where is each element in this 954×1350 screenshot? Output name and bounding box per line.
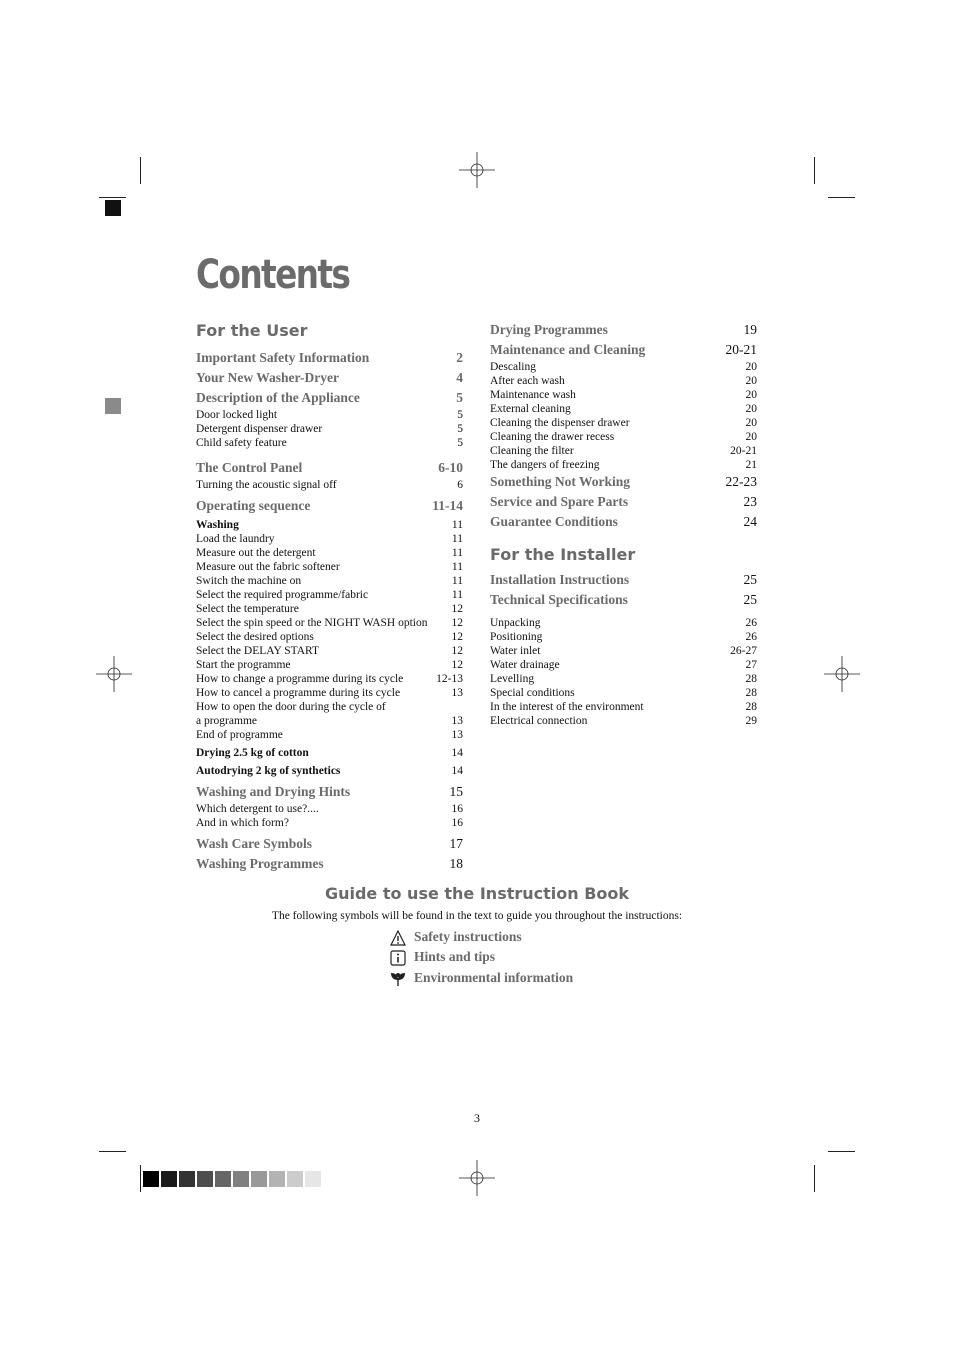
color-bar-swatch [269,1171,285,1187]
user-contents-column [196,320,463,874]
toc-subentry[interactable]: Load the laundry 11 [196,533,463,545]
toc-entry[interactable]: Technical Specifications 25 [490,592,757,607]
toc-subentry[interactable]: Start the programme 12 [196,659,463,671]
toc-subentry[interactable]: Cleaning the filter 20-21 [490,445,757,457]
toc-subentry[interactable]: Unpacking 26 [490,617,757,629]
toc-entry[interactable]: Operating sequence 11-14 [196,498,463,513]
toc-entry[interactable]: Guarantee Conditions 24 [490,514,757,529]
toc-entry[interactable]: Something Not Working 22-23 [490,474,757,489]
toc-subentry[interactable]: Measure out the detergent 11 [196,547,463,559]
color-bar-swatch [233,1171,249,1187]
color-bar-swatch [215,1171,231,1187]
toc-subentry[interactable]: Positioning 26 [490,631,757,643]
registration-mark-icon [96,656,132,692]
section-heading-installer: For the Installer [490,545,636,564]
toc-subentry[interactable]: How to open the door during the cycle of [196,701,386,713]
toc-entry[interactable]: Maintenance and Cleaning 20-21 [490,342,757,357]
toc-entry[interactable]: Drying Programmes 19 [490,322,757,337]
toc-subentry[interactable]: Water drainage 27 [490,659,757,671]
toc-subentry[interactable]: Which detergent to use?.... 16 [196,803,463,815]
toc-subentry[interactable]: End of programme 13 [196,729,463,741]
toc-subentry[interactable]: Descaling 20 [490,361,757,373]
crop-mark [814,157,815,184]
environment-leaf-icon [390,971,406,987]
registration-mark-icon [459,152,495,188]
color-bar-swatch [179,1171,195,1187]
toc-entry[interactable]: Installation Instructions 25 [490,572,757,587]
toc-entry[interactable]: Your New Washer-Dryer 4 [196,370,463,385]
symbol-legend-safety: Safety instructions [390,928,522,946]
toc-subentry[interactable]: Electrical connection 29 [490,715,757,727]
toc-subentry[interactable]: Measure out the fabric softener 11 [196,561,463,573]
crop-mark [140,157,141,184]
toc-subentry[interactable]: Turning the acoustic signal off 6 [196,479,463,491]
toc-subentry[interactable]: How to change a programme during its cycle 12-13 [196,673,463,685]
toc-subentry[interactable]: Select the spin speed or the NIGHT WASH option 12 [196,617,463,629]
color-bar-swatch [305,1171,321,1187]
toc-entry[interactable]: Washing Programmes 18 [196,856,463,871]
toc-subentry[interactable]: Maintenance wash 20 [490,389,757,401]
crop-mark [828,197,855,198]
toc-entry[interactable]: Important Safety Information 2 [196,350,463,365]
toc-entry[interactable]: The Control Panel 6-10 [196,460,463,475]
color-bar-swatch [287,1171,303,1187]
toc-entry[interactable]: Description of the Appliance 5 [196,390,463,405]
toc-subentry[interactable]: Washing 11 [196,519,463,531]
symbol-legend-hints: Hints and tips [390,948,495,966]
toc-subentry[interactable]: Water inlet 26-27 [490,645,757,657]
right-contents-column [490,320,757,728]
toc-entry[interactable]: Service and Spare Parts 23 [490,494,757,509]
registration-mark-icon [824,656,860,692]
color-bar-swatch [143,1171,159,1187]
color-bar-swatch [161,1171,177,1187]
toc-subentry[interactable]: Autodrying 2 kg of synthetics 14 [196,765,463,777]
toc-subentry[interactable]: External cleaning 20 [490,403,757,415]
toc-subentry[interactable]: Special conditions 28 [490,687,757,699]
toc-subentry[interactable]: After each wash 20 [490,375,757,387]
toc-subentry[interactable]: In the interest of the environment 28 [490,701,757,713]
toc-entry[interactable]: Wash Care Symbols 17 [196,836,463,851]
crop-mark [99,1151,126,1152]
section-heading-user: For the User [196,321,308,340]
crop-mark [140,1165,141,1192]
guide-intro: The following symbols will be found in the text to guide you throughout the instructions: [271,910,683,922]
toc-subentry[interactable]: Detergent dispenser drawer 5 [196,423,463,435]
color-bar-swatch [197,1171,213,1187]
toc-subentry[interactable]: And in which form? 16 [196,817,463,829]
toc-subentry[interactable]: Select the DELAY START 12 [196,645,463,657]
black-marker-square [105,200,121,216]
toc-subentry[interactable]: The dangers of freezing 21 [490,459,757,471]
crop-mark [814,1165,815,1192]
toc-entry[interactable]: Washing and Drying Hints 15 [196,784,463,799]
toc-subentry[interactable]: Select the temperature 12 [196,603,463,615]
color-bar-swatch [251,1171,267,1187]
gray-marker-square [105,398,121,414]
toc-subentry[interactable]: Cleaning the drawer recess 20 [490,431,757,443]
toc-subentry[interactable]: Select the desired options 12 [196,631,463,643]
toc-subentry[interactable]: Child safety feature 5 [196,437,463,449]
toc-subentry[interactable]: Cleaning the dispenser drawer 20 [490,417,757,429]
warning-triangle-icon [390,930,406,946]
toc-subentry[interactable]: How to cancel a programme during its cycle 13 [196,687,463,699]
page-title: Contents [196,252,350,298]
toc-subentry[interactable]: a programme 13 [196,715,463,727]
toc-subentry[interactable]: Door locked light 5 [196,409,463,421]
info-box-icon [390,950,406,966]
registration-mark-icon [459,1160,495,1196]
crop-mark [99,197,126,198]
symbol-legend-environment: Environmental information [390,969,573,987]
guide-title: Guide to use the Instruction Book [324,884,630,903]
toc-subentry[interactable]: Levelling 28 [490,673,757,685]
crop-mark [828,1151,855,1152]
toc-subentry[interactable]: Drying 2.5 kg of cotton 14 [196,747,463,759]
toc-subentry[interactable]: Switch the machine on 11 [196,575,463,587]
page-number: 3 [474,1111,480,1125]
toc-subentry[interactable]: Select the required programme/fabric 11 [196,589,463,601]
